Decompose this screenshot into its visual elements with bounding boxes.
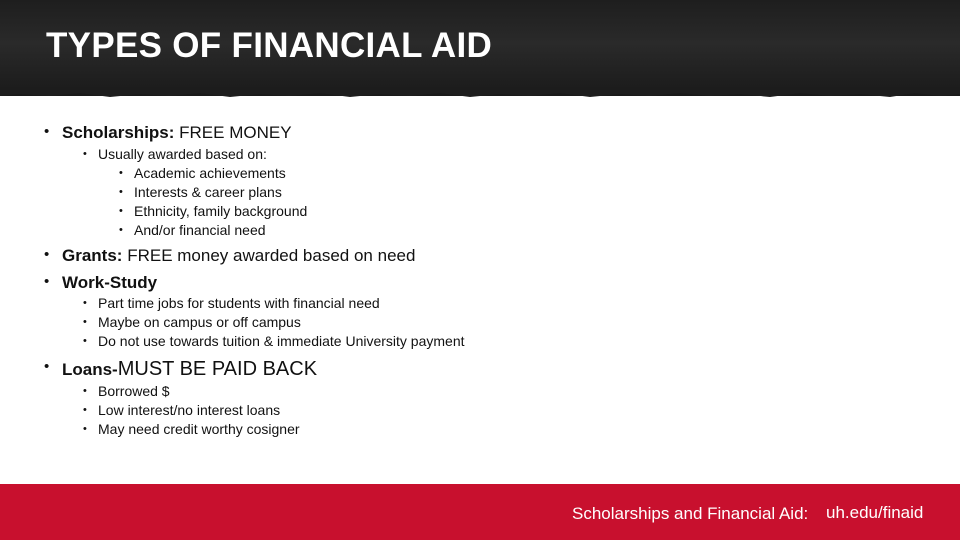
bullet-icon: •: [83, 423, 87, 435]
bullet-icon: •: [119, 167, 123, 179]
list-item-text: And/or financial need: [134, 222, 266, 238]
bullet-icon: •: [119, 186, 123, 198]
slide-footer: [0, 484, 960, 540]
bullet-icon: •: [44, 358, 50, 375]
list-item: [83, 295, 380, 311]
list-item: [119, 222, 266, 238]
list-item-text: Borrowed $: [98, 383, 170, 399]
loans-text: MUST BE PAID BACK: [117, 358, 318, 380]
bullet-icon: •: [44, 246, 50, 263]
list-item-text: Part time jobs for students with financial need: [98, 295, 380, 311]
list-item-text: Academic achievements: [134, 165, 286, 181]
bullet-work-study: [44, 273, 158, 293]
loans-label: Loans-: [62, 360, 118, 379]
bullet-icon: •: [83, 316, 87, 328]
bullet-icon: •: [83, 148, 87, 160]
list-item-text: Do not use towards tuition & immediate University payment: [98, 333, 465, 349]
bullet-icon: •: [83, 404, 87, 416]
footer-url[interactable]: uh.edu/finaid: [826, 503, 924, 522]
bullet-icon: •: [119, 205, 123, 217]
bullet-icon: •: [119, 224, 123, 236]
scholarships-label: Scholarships:: [62, 123, 175, 142]
header-torn-edge: [0, 90, 960, 102]
list-item: [83, 333, 465, 349]
grants-text: FREE money awarded based on need: [122, 246, 416, 265]
scholarships-sub: [83, 146, 267, 162]
bullet-icon: •: [44, 273, 50, 290]
list-item-text: Maybe on campus or off campus: [98, 314, 301, 330]
page-title: TYPES OF FINANCIAL AID: [46, 26, 493, 65]
bullet-icon: •: [44, 123, 50, 140]
list-item: [119, 165, 286, 181]
bullet-loans: [44, 358, 318, 381]
footer-note: Scholarships and Financial Aid:: [572, 504, 809, 523]
scholarships-text: FREE MONEY: [174, 123, 292, 142]
list-item: [83, 402, 281, 418]
list-item: [83, 383, 170, 399]
list-item-text: Usually awarded based on:: [98, 146, 267, 162]
list-item: [83, 421, 300, 437]
work-study-label: Work-Study: [62, 273, 158, 292]
bullet-icon: •: [83, 297, 87, 309]
bullet-icon: •: [83, 385, 87, 397]
list-item-text: Interests & career plans: [134, 184, 282, 200]
bullet-grants: [44, 246, 416, 266]
list-item: [83, 314, 301, 330]
list-item-text: Ethnicity, family background: [134, 203, 308, 219]
list-item: [119, 184, 282, 200]
bullet-scholarships: [44, 123, 292, 143]
list-item-text: Low interest/no interest loans: [98, 402, 281, 418]
list-item: [119, 203, 308, 219]
grants-label: Grants:: [62, 246, 123, 265]
bullet-icon: •: [83, 335, 87, 347]
list-item-text: May need credit worthy cosigner: [98, 421, 300, 437]
